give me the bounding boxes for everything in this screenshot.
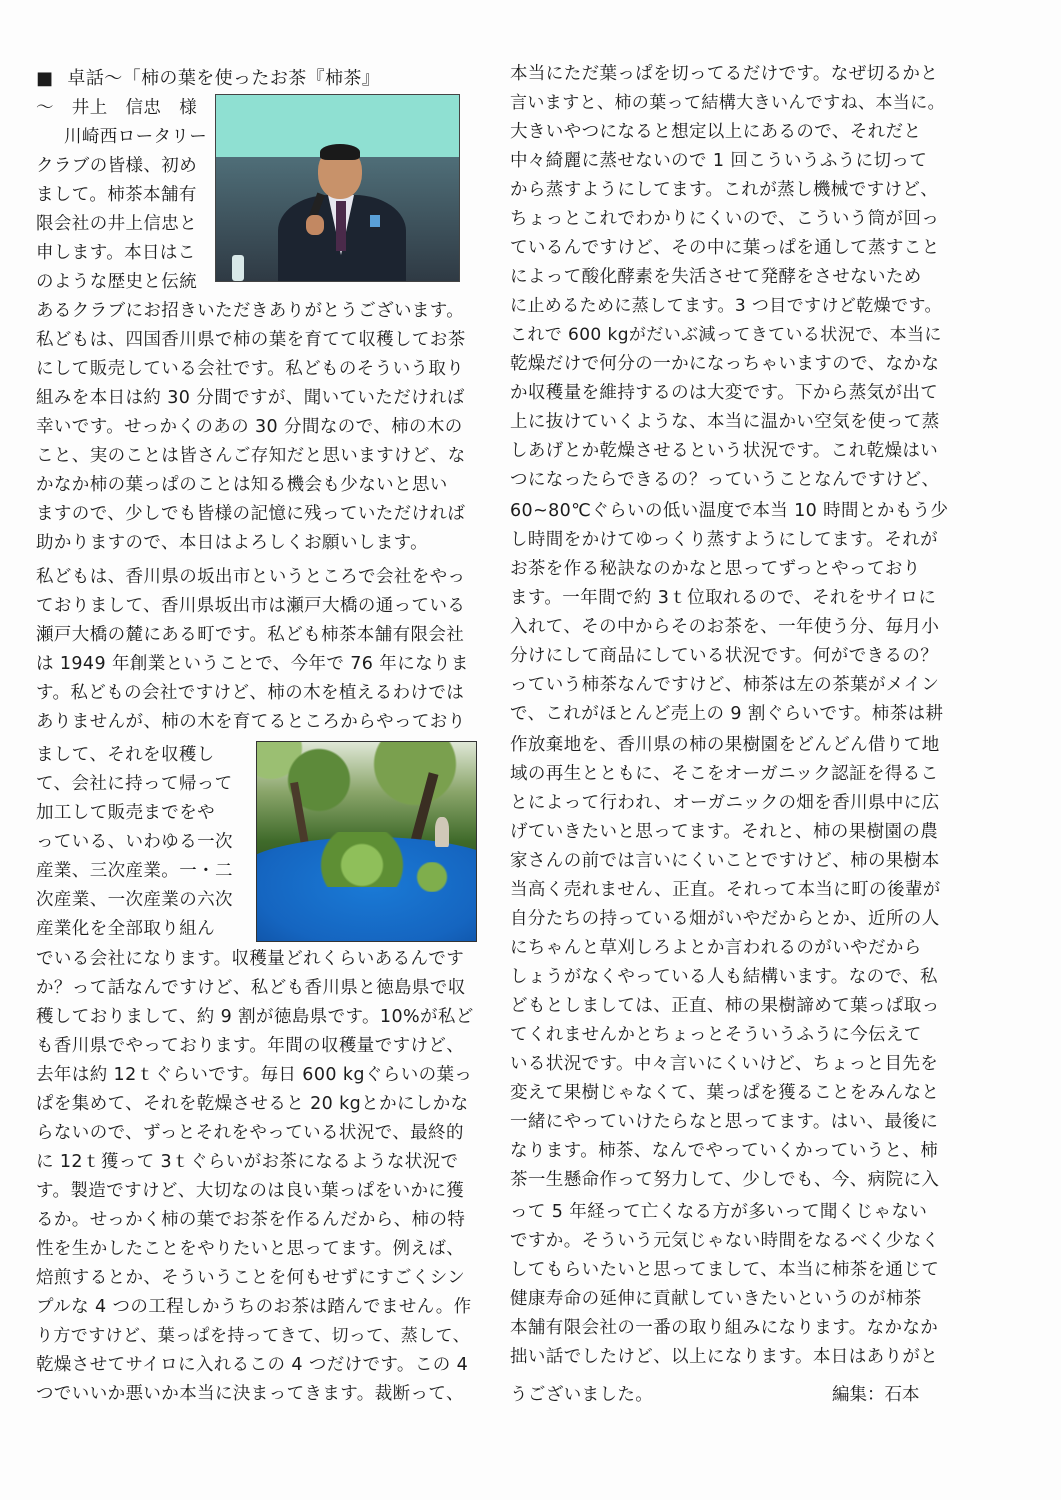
body-line: ちょっとこれでわかりにくいので、こういう筒が回っ bbox=[510, 209, 940, 229]
body-line: し時間をかけてゆっくり蒸すようにしてます。それが bbox=[510, 530, 939, 550]
orchard-photo bbox=[256, 741, 477, 942]
body-line: て、会社に持って帰って bbox=[36, 774, 233, 794]
body-line: 申します。本日はこ bbox=[36, 243, 196, 263]
heading-marker: ■ bbox=[36, 68, 54, 89]
body-line: ておりまして、香川県坂出市は瀬戸大橋の通っている bbox=[36, 596, 466, 616]
heading-text: 卓話～「柿の葉を使ったお茶『柿茶』 bbox=[67, 68, 381, 89]
body-line: 入れて、その中からそのお茶を、一年使う分、毎月小 bbox=[510, 617, 940, 637]
body-line: か？って話なんですけど、私ども香川県と徳島県で収 bbox=[36, 978, 466, 998]
body-line: かなか柿の葉っぱのことは知る機会も少ないと思い bbox=[36, 475, 448, 495]
body-line: で、これがほとんど売上の 9 割ぐらいです。柿茶は耕 bbox=[510, 704, 944, 724]
body-line: 組みを本日は約 30 分間ですが、聞いていただければ bbox=[36, 388, 465, 408]
body-line: しょうがなくやっている人も結構います。なので、私 bbox=[510, 967, 938, 987]
body-line: お茶を作る秘訣なのかなと思ってずっとやっており bbox=[510, 559, 921, 579]
body-line: るか。せっかく柿の葉でお茶を作るんだから、柿の特 bbox=[36, 1210, 466, 1230]
body-line: どもとしましては、正直、柿の果樹諦めて葉っぱ取っ bbox=[510, 996, 940, 1016]
body-line: り方ですけど、葉っぱを持ってきて、切って、蒸して、 bbox=[36, 1326, 470, 1346]
article-heading bbox=[36, 64, 380, 93]
body-line: しあげとか乾燥させるという状況です。これ乾燥はい bbox=[510, 441, 939, 461]
body-line: てくれませんかとちょっとそういうふうに今伝えて bbox=[510, 1025, 922, 1045]
body-line: 茶一生懸命作って努力して、少しでも、今、病院に入 bbox=[510, 1170, 940, 1190]
body-line: 60~80℃ぐらいの低い温度で本当 10 時間とかもう少 bbox=[510, 501, 949, 521]
body-line: こと、実のことは皆さんご存知だと思いますけど、な bbox=[36, 446, 466, 466]
body-line: っていう柿茶なんですけど、柿茶は左の茶葉がメイン bbox=[510, 675, 940, 695]
body-line: 性を生かしたことをやりたいと思ってます。例えば、 bbox=[36, 1239, 465, 1259]
body-line: は 1949 年創業ということで、今年で 76 年になりま bbox=[36, 654, 469, 674]
body-line: げていきたいと思ってます。それと、柿の果樹園の農 bbox=[510, 822, 939, 842]
body-line: クラブの皆様、初め bbox=[36, 156, 198, 176]
body-line: ですか。そういう元気じゃない時間をなるべく少なく bbox=[510, 1231, 940, 1251]
body-line: にちゃんと草刈しろよとか言われるのがいやだから bbox=[510, 938, 922, 958]
body-line: 穫しておりまして、約 9 割が徳島県です。10%が私ど bbox=[36, 1007, 474, 1027]
body-line: 産業化を全部取り組ん bbox=[36, 919, 215, 939]
body-line: 助かりますので、本日はよろしくお願いします。 bbox=[36, 533, 429, 553]
body-line: から蒸すようにしてます。これが蒸し機械ですけど、 bbox=[510, 180, 939, 200]
body-line: これで 600 kgがだいぶ減ってきている状況で、本当に bbox=[510, 325, 942, 345]
body-line: 当高く売れません、正直。それって本当に町の後輩が bbox=[510, 880, 941, 900]
body-line: 去年は約 12ｔぐらいです。毎日 600 kgぐらいの葉っ bbox=[36, 1065, 473, 1085]
body-line: 本当にただ葉っぱを切ってるだけです。なぜ切るかと bbox=[510, 64, 939, 84]
body-line: 次産業、一次産業の六次 bbox=[36, 890, 233, 910]
body-line: 私どもは、四国香川県で柿の葉を育てて収穫してお茶 bbox=[36, 330, 466, 350]
body-line: ぱを集めて、それを乾燥させると 20 kgとかにしかな bbox=[36, 1094, 469, 1114]
body-line: 瀬戸大橋の麓にある町です。私ども柿茶本舗有限会社 bbox=[36, 625, 465, 645]
body-line: 一緒にやっていけたらなと思ってます。はい、最後に bbox=[510, 1112, 939, 1132]
body-line: によって酸化酵素を失活させて発酵をさせないため bbox=[510, 267, 922, 287]
body-line: 産業、三次産業。一・二 bbox=[36, 861, 233, 881]
body-line: うございました。 bbox=[510, 1385, 654, 1405]
body-line: 健康寿命の延伸に貢献していきたいというのが柿茶 bbox=[510, 1289, 922, 1309]
body-line: 作放棄地を、香川県の柿の果樹園をどんどん借りて地 bbox=[510, 735, 940, 755]
body-line: 大きいやつになると想定以上にあるので、それだと bbox=[510, 122, 922, 142]
body-line: まして。柿茶本舗有 bbox=[36, 185, 197, 205]
body-line: にして販売している会社です。私どものそういう取り bbox=[36, 359, 465, 379]
body-line: ありませんが、柿の木を育てるところからやっており bbox=[36, 712, 466, 732]
speaker-photo bbox=[215, 94, 460, 282]
speaker-name: ～ 井上 信忠 様 bbox=[36, 98, 198, 118]
body-line: つになったらできるの？っていうことなんですけど、 bbox=[510, 470, 940, 490]
body-line: も香川県でやっております。年間の収穫量ですけど、 bbox=[36, 1036, 465, 1056]
body-line: らないので、ずっとそれをやっている状況で、最終的 bbox=[36, 1123, 464, 1143]
body-line: 限会社の井上信忠と bbox=[36, 214, 198, 234]
body-line: 拙い話でしたけど、以上になります。本日はありがと bbox=[510, 1347, 939, 1367]
body-line: す。私どもの会社ですけど、柿の木を植えるわけでは bbox=[36, 683, 465, 703]
editor-credit: 編集：石本 bbox=[832, 1385, 920, 1405]
body-line: っている、いわゆる一次 bbox=[36, 832, 233, 852]
body-line: に 12ｔ獲って 3ｔぐらいがお茶になるような状況で bbox=[36, 1152, 459, 1172]
body-line: 私どもは、香川県の坂出市というところで会社をやっ bbox=[36, 567, 466, 587]
body-line: 焙煎するとか、そういうことを何もせずにすごくシン bbox=[36, 1268, 466, 1288]
body-line: 言いますと、柿の葉って結構大きいんですね、本当に。 bbox=[510, 93, 945, 113]
body-line: に止めるために蒸してます。3 つ目ですけど乾燥です。 bbox=[510, 296, 942, 316]
body-line: 域の再生とともに、そこをオーガニック認証を得るこ bbox=[510, 764, 939, 784]
body-line: 変えて果樹じゃなくて、葉っぱを獲ることをみんなと bbox=[510, 1083, 940, 1103]
body-line: 分けにして商品にしている状況です。何ができるの？ bbox=[510, 646, 939, 666]
body-line: ますので、少しでも皆様の記憶に残っていただければ bbox=[36, 504, 466, 524]
body-line: あるクラブにお招きいただきありがとうございます。 bbox=[36, 301, 465, 321]
body-line: いる状況です。中々言いにくいけど、ちょっと目先を bbox=[510, 1054, 939, 1074]
body-line: してもらいたいと思ってまして、本当に柿茶を通じて bbox=[510, 1260, 940, 1280]
body-line: でいる会社になります。収穫量どれくらいあるんです bbox=[36, 949, 465, 969]
body-line: 乾燥させてサイロに入れるこの 4 つだけです。この 4 bbox=[36, 1355, 469, 1375]
body-line: 乾燥だけで何分の一かになっちゃいますので、なかな bbox=[510, 354, 940, 374]
body-line: って 5 年経って亡くなる方が多いって聞くじゃない bbox=[510, 1202, 928, 1222]
body-line: ます。一年間で約 3ｔ位取れるので、それをサイロに bbox=[510, 588, 937, 608]
body-line: 川崎西ロータリー bbox=[64, 127, 208, 147]
body-line: 上に抜けていくような、本当に温かい空気を使って蒸 bbox=[510, 412, 940, 432]
body-line: ているんですけど、その中に葉っぱを通して蒸すこと bbox=[510, 238, 940, 258]
body-line: 加工して販売までをや bbox=[36, 803, 215, 823]
body-line: 本舗有限会社の一番の取り組みになります。なかなか bbox=[510, 1318, 939, 1338]
body-line: なります。柿茶、なんでやっていくかっていうと、柿 bbox=[510, 1141, 939, 1161]
body-line: つでいいか悪いか本当に決まってきます。裁断って、 bbox=[36, 1384, 464, 1404]
body-line: 家さんの前では言いにくいことですけど、柿の果樹本 bbox=[510, 851, 940, 871]
body-line: まして、それを収穫し bbox=[36, 745, 215, 765]
body-line: プルな 4 つの工程しかうちのお茶は踏んでません。作 bbox=[36, 1297, 472, 1317]
body-line: 幸いです。せっかくのあの 30 分間なので、柿の木の bbox=[36, 417, 463, 437]
body-line: す。製造ですけど、大切なのは良い葉っぱをいかに獲 bbox=[36, 1181, 465, 1201]
body-line: のような歴史と伝統 bbox=[36, 272, 198, 292]
body-line: 中々綺麗に蒸せないので 1 回こういうふうに切って bbox=[510, 151, 928, 171]
body-line: か収穫量を維持するのは大変です。下から蒸気が出て bbox=[510, 383, 939, 403]
body-line: 自分たちの持っている畑がいやだからとか、近所の人 bbox=[510, 909, 940, 929]
body-line: とによって行われ、オーガニックの畑を香川県中に広 bbox=[510, 793, 940, 813]
